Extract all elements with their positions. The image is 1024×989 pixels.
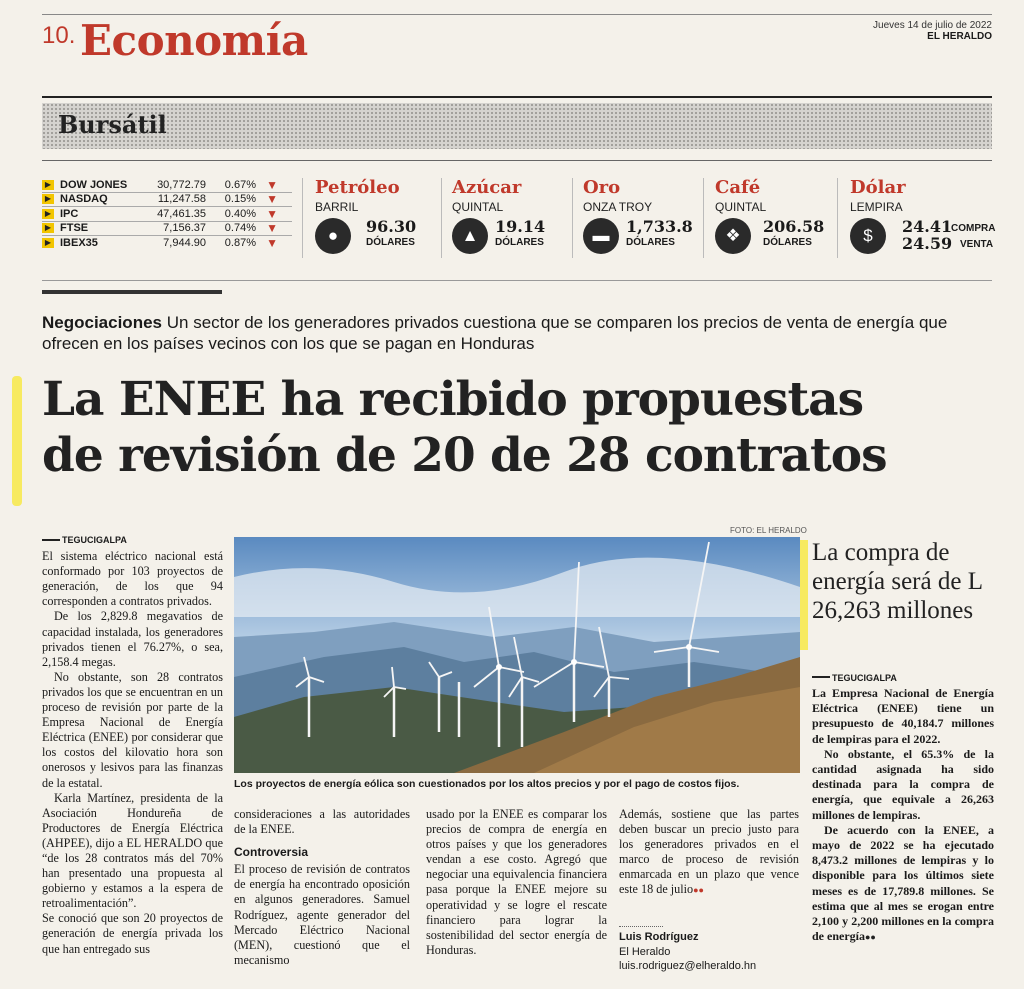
commodity-price: 1,733.8	[626, 217, 693, 236]
sidebar-article	[812, 668, 994, 945]
stock-value: 7,156.37	[163, 222, 206, 235]
stock-value: 7,944.90	[163, 237, 206, 250]
commodity-unit: LEMPIRA	[850, 200, 903, 214]
bullet-arrow-icon: ▶	[42, 209, 54, 219]
oil-drop-icon: ●	[315, 218, 351, 254]
stock-value: 47,461.35	[157, 207, 206, 220]
wind-farm-photo	[234, 537, 800, 773]
commodity-currency: DÓLARES	[366, 237, 415, 248]
header-rule	[42, 14, 992, 15]
kicker-bar	[42, 290, 222, 294]
down-triangle-icon: ▼	[266, 236, 278, 251]
bullet-arrow-icon: ▶	[42, 194, 54, 204]
dollar-sell-price: 24.59	[902, 234, 953, 253]
commodity-oro	[583, 177, 703, 248]
money-bag-icon: $	[850, 218, 886, 254]
stock-name: FTSE	[60, 222, 89, 235]
article-paragraph: usado por la ENEE es comparar los precios de compra de energía en otros países y que los generadores vendan a ese costo. Agregó que negociar una equivalencia financiera pasa porque la ENEE mejore su operatividad y se logre el rescate financiero para lograr la sostenibilidad del sector energía de Honduras.	[426, 807, 607, 957]
author-name: Luis Rodríguez	[619, 931, 699, 943]
author-email: luis.rodriguez@elheraldo.hn	[619, 960, 757, 972]
end-mark-icon: ●●	[865, 932, 876, 943]
commodity-price: 19.14	[495, 217, 546, 236]
sugar-bag-icon: ▲	[452, 218, 488, 254]
sidebar-title: La compra de energía será de L 26,263 millones	[812, 539, 983, 624]
stock-change: 0.74%	[224, 222, 256, 235]
subhead: Controversia	[234, 845, 309, 860]
commodity-unit: QUINTAL	[452, 200, 504, 214]
stock-name: NASDAQ	[60, 193, 108, 206]
divider	[572, 178, 573, 258]
commodity-name: Azúcar	[452, 177, 522, 198]
dollar-buy-price: 24.41	[902, 217, 953, 236]
stock-name: DOW JONES	[60, 178, 128, 191]
stock-row	[42, 236, 292, 251]
divider	[441, 178, 442, 258]
highlighter-mark	[800, 540, 808, 650]
article-paragraph: Se conoció que son 20 proyectos de generación de energía privada los que han entregado sus	[42, 911, 223, 956]
commodity-unit: BARRIL	[315, 200, 359, 214]
photo-caption: Los proyectos de energía eólica son cuestionados por los altos precios y por el pago de costos fijos.	[234, 778, 740, 790]
author-outlet: El Heraldo	[619, 945, 671, 958]
stock-value: 30,772.79	[157, 178, 206, 191]
commodity-name: Oro	[583, 177, 621, 198]
article-paragraph: No obstante, son 28 contratos privados los que se encuentran en un proceso de revisión por parte de la Empresa Nacional de Energía Eléctrica (ENEE) por considerar que los costos del kilovatio hora son onerosos y lesivos para las finanzas de la estatal.	[42, 669, 223, 790]
bursatil-banner	[42, 103, 992, 149]
section-title: Economía	[80, 16, 308, 65]
commodity-unit: ONZA TROY	[583, 200, 653, 214]
stock-name: IPC	[60, 207, 79, 220]
commodity-petroleo	[315, 177, 440, 248]
bullet-arrow-icon: ▶	[42, 223, 54, 233]
stock-index-table	[42, 178, 292, 251]
article-paragraph: El sistema eléctrico nacional está conformado por 103 proyectos de generación, de los que 94 corresponden a contratos privados.	[42, 549, 223, 609]
headline	[42, 372, 982, 484]
commodity-currency: DÓLARES	[626, 237, 675, 248]
stock-change: 0.67%	[224, 178, 256, 191]
divider	[837, 178, 838, 258]
stock-row	[42, 178, 292, 193]
photo-credit: FOTO: EL HERALDO	[730, 526, 807, 535]
header-divider	[42, 96, 992, 98]
divider	[302, 178, 303, 258]
kicker	[42, 312, 982, 354]
down-triangle-icon: ▼	[266, 221, 278, 236]
headline-line: de revisión de 20 de 28 contratos	[42, 428, 887, 483]
commodity-unit: QUINTAL	[715, 200, 767, 214]
commodity-cafe	[715, 177, 835, 248]
commodity-name: Dólar	[850, 177, 906, 198]
dollar-buy-label: COMPRA	[951, 223, 996, 234]
author-block	[619, 930, 756, 974]
commodity-azucar	[452, 177, 572, 248]
article-paragraph: El proceso de revisión de contratos de energía ha encontrado oposición en algunos generadores. Samuel Rodríguez, agente generador del Mercado Eléctrico Nacional (MEN), cuestionó que el mecanismo	[234, 862, 410, 967]
article-column-4	[619, 807, 799, 899]
commodity-dolar	[850, 177, 996, 253]
article-column-2	[234, 807, 410, 968]
newspaper-name: EL HERALDO	[927, 31, 992, 42]
dateline: TEGUCIGALPA	[812, 668, 994, 686]
commodity-currency: DÓLARES	[495, 237, 544, 248]
stock-value: 11,247.58	[157, 193, 206, 206]
stock-change: 0.15%	[224, 193, 256, 206]
commodity-price: 206.58	[763, 217, 825, 236]
bursatil-label: Bursátil	[58, 110, 167, 139]
author-divider	[619, 926, 663, 927]
bullet-arrow-icon: ▶	[42, 238, 54, 248]
headline-line: La ENEE ha recibido propuestas	[42, 372, 864, 427]
sidebar-paragraph: De acuerdo con la ENEE, a mayo de 2022 se ha ejecutado 8,473.2 millones de lempiras y lo disponible para los últimos siete meses es de 17,789.8 millones. Se estima que al mes se erogan entre 2,100 y 2,200 millones en la compra de energía●●	[812, 822, 994, 944]
stock-row	[42, 207, 292, 222]
stock-row	[42, 222, 292, 237]
down-triangle-icon: ▼	[266, 177, 278, 192]
down-triangle-icon: ▼	[266, 206, 278, 221]
commodity-name: Petróleo	[315, 177, 400, 198]
down-triangle-icon: ▼	[266, 192, 278, 207]
commodity-name: Café	[715, 177, 761, 198]
article-paragraph: consideraciones a las autoridades de la ENEE.	[234, 807, 410, 837]
page-number: 10.	[42, 22, 76, 49]
commodity-currency: DÓLARES	[763, 237, 812, 248]
bullet-arrow-icon: ▶	[42, 180, 54, 190]
sidebar-paragraph: No obstante, el 65.3% de la cantidad asignada ha sido destinada para la compra de energía, que equivale a 26,263 millones de lempiras.	[812, 746, 994, 822]
kicker-label: Negociaciones	[42, 313, 162, 332]
divider	[703, 178, 704, 258]
stock-row	[42, 193, 292, 208]
section-divider	[42, 280, 992, 281]
highlighter-mark	[12, 376, 22, 506]
article-column-1	[42, 532, 223, 957]
stock-change: 0.87%	[224, 237, 256, 250]
stock-change: 0.40%	[224, 207, 256, 220]
kicker-text: Un sector de los generadores privados cuestiona que se comparen los precios de venta de energía que ofrecen en los países vecinos con los que se pagan en Honduras	[42, 313, 948, 353]
sidebar-paragraph: La Empresa Nacional de Energía Eléctrica (ENEE) tiene un presupuesto de 40,184.7 millones de lempiras para el 2022.	[812, 686, 994, 746]
article-paragraph: Karla Martínez, presidenta de la Asociación Hondureña de Productores de Energía Eléctrica (AHPEE), dijo a EL HERALDO que “de los 28 contratos más del 70% han presentado una propuesta al gobierno y estamos a la espera de retroalimentación”.	[42, 790, 223, 911]
dateline: TEGUCIGALPA	[42, 532, 223, 548]
publication-date: Jueves 14 de julio de 2022	[873, 20, 992, 31]
coffee-bean-icon: ❖	[715, 218, 751, 254]
gold-bar-icon: ▬	[583, 218, 619, 254]
commodity-price: 96.30	[366, 217, 417, 236]
bursatil-divider	[42, 160, 992, 161]
article-paragraph: De los 2,829.8 megavatios de capacidad instalada, los generadores privados tienen el 76.27%, o sea, 2,158.4 megas.	[42, 609, 223, 669]
dollar-sell-label: VENTA	[960, 239, 994, 250]
article-column-3	[426, 807, 607, 958]
stock-name: IBEX35	[60, 237, 98, 250]
article-paragraph: Además, sostiene que las partes deben buscar un precio justo para los generadores privados en el marco de proceso de revisión enmarcada en un plazo que vence este 18 de julio●●	[619, 807, 799, 897]
end-mark-icon: ●●	[693, 885, 704, 896]
